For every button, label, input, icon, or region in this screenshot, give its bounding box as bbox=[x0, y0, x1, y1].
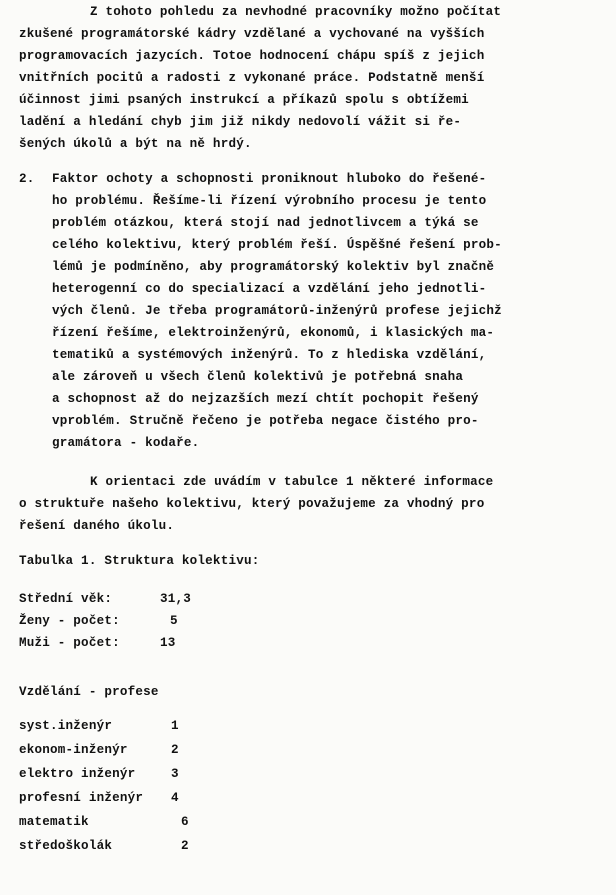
row-value: 31,3 bbox=[160, 592, 192, 606]
text-line: vnitřních pocitů a radosti z vykonané práce. Podstatně menší bbox=[19, 71, 485, 85]
text-line: a schopnost až do nejzazších mezí chtít pochopit řešený bbox=[52, 392, 479, 406]
text-line: o struktuře našeho kolektivu, který považujeme za vhodný pro bbox=[19, 497, 485, 511]
text-line: ale zároveň u všech členů kolektivů je potřebná snaha bbox=[52, 370, 464, 384]
education-heading: Vzdělání - profese bbox=[19, 685, 159, 699]
text-line: šených úkolů a být na ně hrdý. bbox=[19, 137, 252, 151]
row-label: profesní inženýr bbox=[19, 791, 144, 805]
row-label: matematik bbox=[19, 815, 89, 829]
row-label: Muži - počet: bbox=[19, 636, 120, 650]
row-label: Střední věk: bbox=[19, 592, 113, 606]
row-label: syst.inženýr bbox=[19, 719, 113, 733]
text-line: účinnost jimi psaných instrukcí a příkazů spolu s obtížemi bbox=[19, 93, 469, 107]
row-label: ekonom-inženýr bbox=[19, 743, 128, 757]
text-line: K orientaci zde uvádím v tabulce 1 některé informace bbox=[90, 475, 494, 489]
text-line: vých členů. Je třeba programátorů-inženýrů profese jejichž bbox=[52, 304, 502, 318]
row-value: 3 bbox=[171, 767, 179, 781]
row-value: 1 bbox=[171, 719, 179, 733]
row-value: 2 bbox=[181, 839, 189, 853]
text-line: lémů je podmíněno, aby programátorský kolektiv byl značně bbox=[52, 260, 495, 274]
row-label: Ženy - počet: bbox=[19, 614, 120, 628]
row-value: 4 bbox=[171, 791, 179, 805]
text-line: tematiků a systémových inženýrů. To z hlediska vzdělání, bbox=[52, 348, 487, 362]
text-line: řešení daného úkolu. bbox=[19, 519, 175, 533]
row-label: středoškolák bbox=[19, 839, 113, 853]
text-line: heterogenní co do specializací a vzdělání jeho jednotli- bbox=[52, 282, 487, 296]
text-line: ho problému. Řešíme-li řízení výrobního procesu je tento bbox=[52, 194, 487, 208]
row-value: 6 bbox=[181, 815, 189, 829]
table-caption: Tabulka 1. Struktura kolektivu: bbox=[19, 554, 260, 568]
text-line: problém otázkou, která stojí nad jednotlivcem a týká se bbox=[52, 216, 479, 230]
text-line: gramátora - kodaře. bbox=[52, 436, 200, 450]
row-label: elektro inženýr bbox=[19, 767, 136, 781]
row-value: 2 bbox=[171, 743, 179, 757]
text-line: programovacích jazycích. Totoe hodnocení chápu spíš z jejich bbox=[19, 49, 485, 63]
text-line: řízení řešíme, elektroinženýrů, ekonomů, i klasických ma- bbox=[52, 326, 495, 340]
text-line: Z tohoto pohledu za nevhodné pracovníky možno počítat bbox=[90, 5, 502, 19]
text-line: celého kolektivu, který problém řeší. Úspěšné řešení prob- bbox=[52, 238, 502, 252]
text-line: ladění a hledání chyb jim již nikdy nedovolí vážit si ře- bbox=[19, 115, 462, 129]
row-value: 5 bbox=[170, 614, 178, 628]
list-item-number: 2. bbox=[19, 172, 35, 186]
text-line: zkušené programátorské kádry vzdělané a vychované na vyšších bbox=[19, 27, 485, 41]
text-line: Faktor ochoty a schopnosti proniknout hluboko do řešené- bbox=[52, 172, 487, 186]
row-value: 13 bbox=[160, 636, 176, 650]
text-line: vproblém. Stručně řečeno je potřeba negace čistého pro- bbox=[52, 414, 479, 428]
